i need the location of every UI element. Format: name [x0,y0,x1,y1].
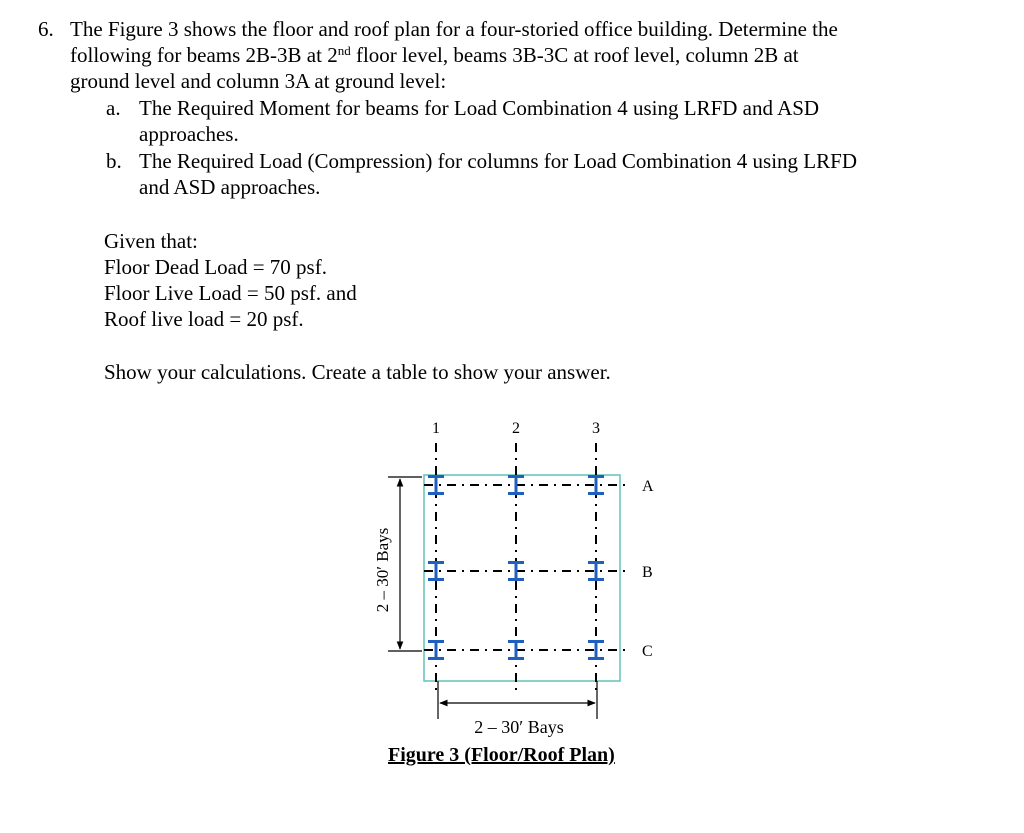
intro-line-2-pre: following for beams 2B-3B at 2 [70,43,338,67]
given-floor-dead-load: Floor Dead Load = 70 psf. [104,255,327,279]
column-label-3: 3 [592,420,600,437]
item-a-line-1: The Required Moment for beams for Load Combination 4 using LRFD and ASD [139,96,820,120]
given-floor-live-load: Floor Live Load = 50 psf. and [104,281,357,305]
item-b-line-2: and ASD approaches. [139,175,321,199]
intro-line-3: ground level and column 3A at ground level: [70,69,447,93]
vertical-dimension [388,477,422,651]
figure-caption: Figure 3 (Floor/Roof Plan) [388,744,615,766]
horizontal-dimension-label: 2 – 30′ Bays [474,717,564,737]
given-roof-live-load: Roof live load = 20 psf. [104,307,304,331]
item-a-marker: a. [106,96,121,120]
instruction: Show your calculations. Create a table to show your answer. [104,360,611,384]
given-heading: Given that: [104,229,198,253]
column-label-2: 2 [512,420,520,437]
intro-line-2 [70,42,799,68]
item-b-line-1: The Required Load (Compression) for columns for Load Combination 4 using LRFD [139,149,857,173]
row-label-c: C [642,643,653,660]
column-label-1: 1 [432,420,440,437]
row-label-b: B [642,564,653,581]
intro-line-2-post: floor level, beams 3B-3C at roof level, column 2B at [350,43,799,67]
item-a-line-2: approaches. [139,122,239,146]
row-label-a: A [642,478,654,495]
intro-line-2-sup: nd [337,43,351,58]
item-b-marker: b. [106,149,122,173]
vertical-dimension-label: 2 – 30′ Bays [373,527,392,613]
floor-roof-plan-figure [360,405,680,745]
horizontal-dimension [438,681,597,719]
intro-line-1: The Figure 3 shows the floor and roof plan for a four-storied office building. Determine the [70,17,838,41]
problem-number: 6. [38,17,54,41]
